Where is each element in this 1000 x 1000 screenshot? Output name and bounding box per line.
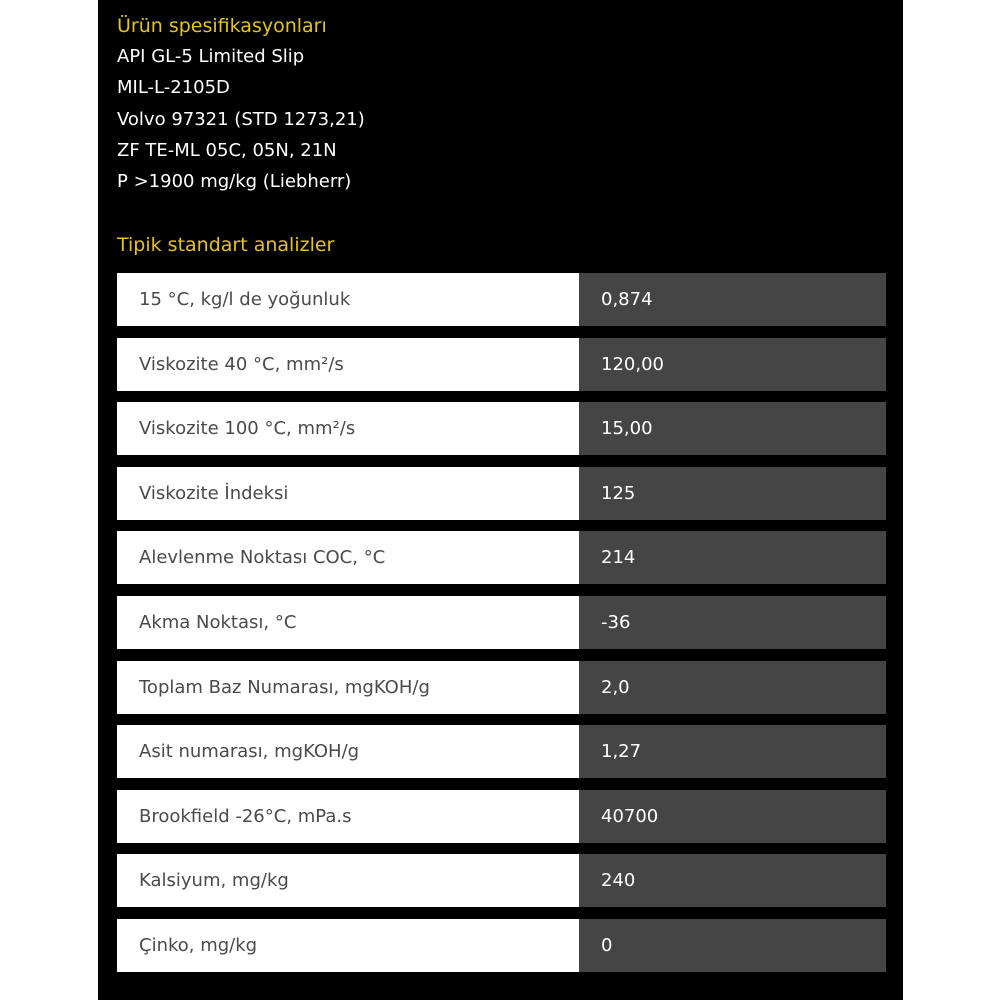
property-label: 15 °C, kg/l de yoğunluk [117, 273, 579, 326]
table-row [117, 273, 886, 326]
property-label: Viskozite 100 °C, mm²/s [117, 402, 579, 455]
spec-item: API GL-5 Limited Slip [117, 46, 305, 67]
property-label: Alevlenme Noktası COC, °C [117, 531, 579, 584]
spec-item: MIL-L-2105D [117, 77, 230, 99]
property-label: Toplam Baz Numarası, mgKOH/g [117, 661, 579, 714]
property-label: Çinko, mg/kg [117, 919, 579, 972]
property-label: Brookfield -26°C, mPa.s [117, 790, 579, 843]
table-row [117, 919, 886, 972]
property-value: 214 [579, 531, 886, 584]
specifications-list [117, 41, 365, 197]
spec-item: ZF TE-ML 05C, 05N, 21N [117, 139, 337, 161]
table-row [117, 402, 886, 455]
property-label: Asit numarası, mgKOH/g [117, 725, 579, 778]
property-value: 1,27 [579, 725, 886, 778]
spec-item: Volvo 97321 (STD 1273,21) [117, 108, 365, 130]
analysis-heading: Tipik standart analizler [117, 234, 335, 256]
table-row [117, 467, 886, 520]
specifications-heading: Ürün spesifikasyonları [117, 15, 327, 37]
table-row [117, 338, 886, 391]
property-value: 125 [579, 467, 886, 520]
table-row [117, 790, 886, 843]
property-value: -36 [579, 596, 886, 649]
analysis-table [117, 273, 886, 984]
table-row [117, 725, 886, 778]
property-label: Viskozite İndeksi [117, 467, 579, 520]
property-value: 15,00 [579, 402, 886, 455]
property-value: 40700 [579, 790, 886, 843]
property-label: Akma Noktası, °C [117, 596, 579, 649]
property-label: Viskozite 40 °C, mm²/s [117, 338, 579, 391]
table-row [117, 854, 886, 907]
property-value: 0,874 [579, 273, 886, 326]
property-value: 240 [579, 854, 886, 907]
property-value: 120,00 [579, 338, 886, 391]
property-value: 0 [579, 919, 886, 972]
property-value: 2,0 [579, 661, 886, 714]
spec-item: P >1900 mg/kg (Liebherr) [117, 171, 352, 193]
table-row [117, 531, 886, 584]
table-row [117, 596, 886, 649]
property-label: Kalsiyum, mg/kg [117, 854, 579, 907]
table-row [117, 661, 886, 714]
